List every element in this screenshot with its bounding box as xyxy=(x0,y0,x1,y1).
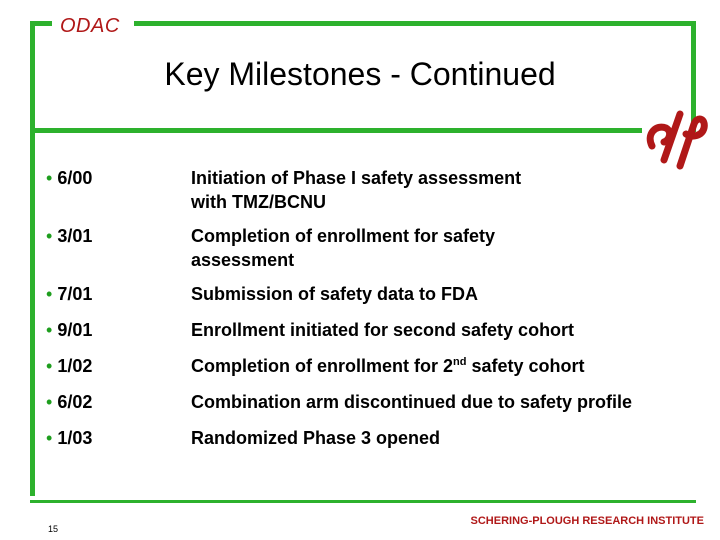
milestone-description: Enrollment initiated for second safety cohort xyxy=(191,320,575,340)
milestone-date: • 7/01 xyxy=(46,284,93,304)
milestone-description: Randomized Phase 3 opened xyxy=(191,428,441,448)
milestone-description: Submission of safety data to FDA xyxy=(191,284,479,304)
milestone-description: Combination arm discontinued due to safety profile xyxy=(191,392,633,412)
list-item xyxy=(46,426,706,450)
bullet-icon: • xyxy=(46,168,53,188)
bullet-icon: • xyxy=(46,392,53,412)
bullet-icon: • xyxy=(46,320,53,340)
milestone-date: • 6/00 xyxy=(46,168,93,188)
schering-plough-logo-icon xyxy=(642,104,710,172)
milestone-date: • 9/01 xyxy=(46,320,93,340)
list-item xyxy=(46,166,706,214)
bullet-icon: • xyxy=(46,284,53,304)
list-item xyxy=(46,390,706,414)
bullet-icon: • xyxy=(46,226,53,246)
page-title: Key Milestones - Continued xyxy=(164,56,556,92)
frame-divider-bar xyxy=(30,128,642,133)
milestone-date: • 6/02 xyxy=(46,392,93,412)
milestone-date: • 3/01 xyxy=(46,226,93,246)
milestone-description: Initiation of Phase I safety assessment with TMZ/BCNU xyxy=(191,168,522,212)
frame-bottom-bar xyxy=(30,500,696,503)
page-number: 15 xyxy=(48,524,59,534)
milestones-list xyxy=(46,166,706,450)
bullet-icon: • xyxy=(46,428,53,448)
milestone-description: Completion of enrollment for 2nd safety cohort xyxy=(191,356,585,376)
bullet-icon: • xyxy=(46,356,53,376)
list-item xyxy=(46,224,706,272)
milestone-description: Completion of enrollment for safety assessment xyxy=(191,226,496,270)
list-item xyxy=(46,282,706,306)
footer-institute: SCHERING-PLOUGH RESEARCH INSTITUTE xyxy=(470,515,704,527)
list-item xyxy=(46,318,706,342)
org-label: ODAC xyxy=(60,15,120,37)
milestone-date: • 1/03 xyxy=(46,428,93,448)
list-item xyxy=(46,354,706,378)
milestone-date: • 1/02 xyxy=(46,356,93,376)
